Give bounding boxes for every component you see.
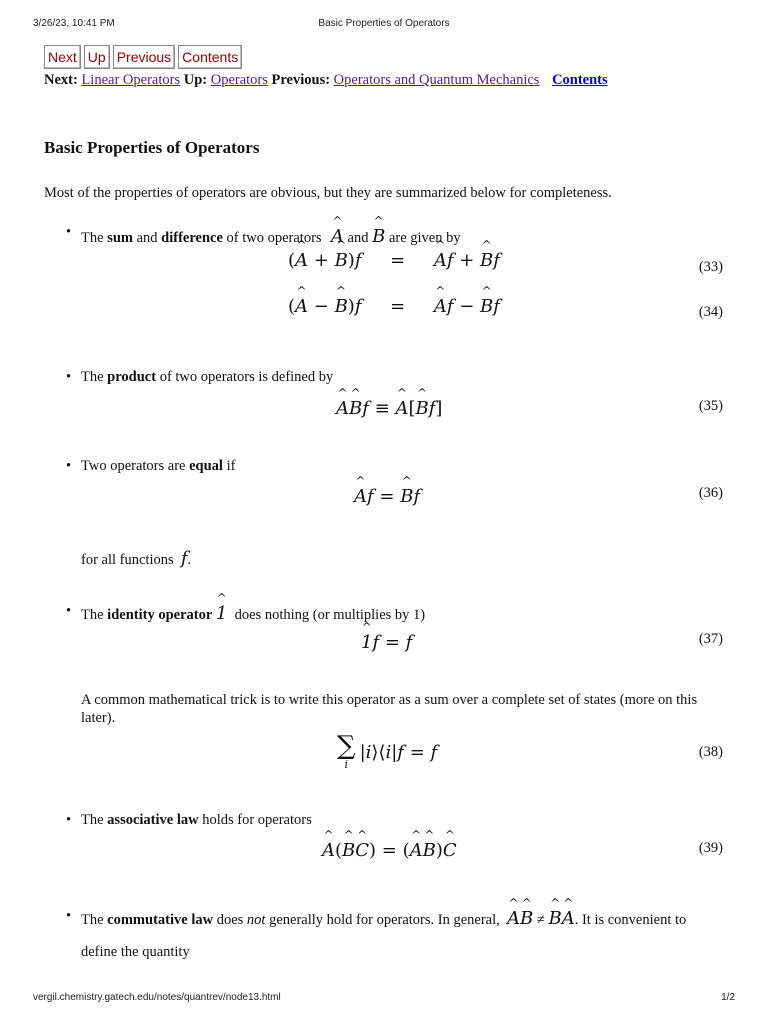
contents-button[interactable]: Contents [178,45,242,69]
equation-34: (A ^ − B ^)f = A ^f − B ^f [288,296,500,317]
next-link[interactable]: Linear Operators [81,72,181,88]
equation-number-38: (38) [698,744,723,760]
navigation-links [44,72,608,89]
define-quantity-text: define the quantity [81,944,190,960]
for-all-functions-text: for all functions f. [81,548,192,569]
equation-35: A ^B ^f ≡ A ^[B ^f] [336,398,442,419]
equation-number-35: (35) [698,398,723,414]
equation-number-36: (36) [698,485,723,501]
intro-paragraph: Most of the properties of operators are obvious, but they are summarized below for completeness. [44,185,612,201]
equation-36: A ^f = B ^f [354,486,420,507]
contents-link[interactable]: Contents [552,72,608,88]
print-datetime: 3/26/23, 10:41 PM [33,18,115,29]
print-title: Basic Properties of Operators [318,18,450,29]
navigation-buttons [44,45,242,69]
equation-38: ∑ i |i⟩⟨i|f = f [337,731,438,771]
up-label: Up: [183,72,208,88]
previous-label: Previous: [271,72,331,88]
next-label: Next: [44,72,78,88]
equation-number-34: (34) [698,304,723,320]
equation-37: 1 ^f = f [361,632,412,653]
print-page-number: 1/2 [721,992,735,1003]
trick-paragraph: A common mathematical trick is to write this operator as a sum over a complete set of states (more on this later). [81,692,698,726]
math-inline-b: B ^ [372,226,385,247]
next-button[interactable]: Next [44,45,81,69]
equation-number-37: (37) [698,631,723,647]
equation-number-39: (39) [698,840,723,856]
previous-button[interactable]: Previous [113,45,175,69]
previous-link[interactable]: Operators and Quantum Mechanics [333,72,540,88]
print-url: vergil.chemistry.gatech.edu/notes/quantrev/node13.html [33,992,281,1003]
up-link[interactable]: Operators [210,72,268,88]
page-title: Basic Properties of Operators [44,138,260,157]
equation-number-33: (33) [698,259,723,275]
equation-33: (A ^ + B ^)f = A ^f + B ^f [288,250,500,271]
equation-39: A ^(B ^C ^) = (A ^B ^)C ^ [322,840,457,861]
up-button[interactable]: Up [84,45,110,69]
math-inline-a: A ^ [325,226,344,247]
